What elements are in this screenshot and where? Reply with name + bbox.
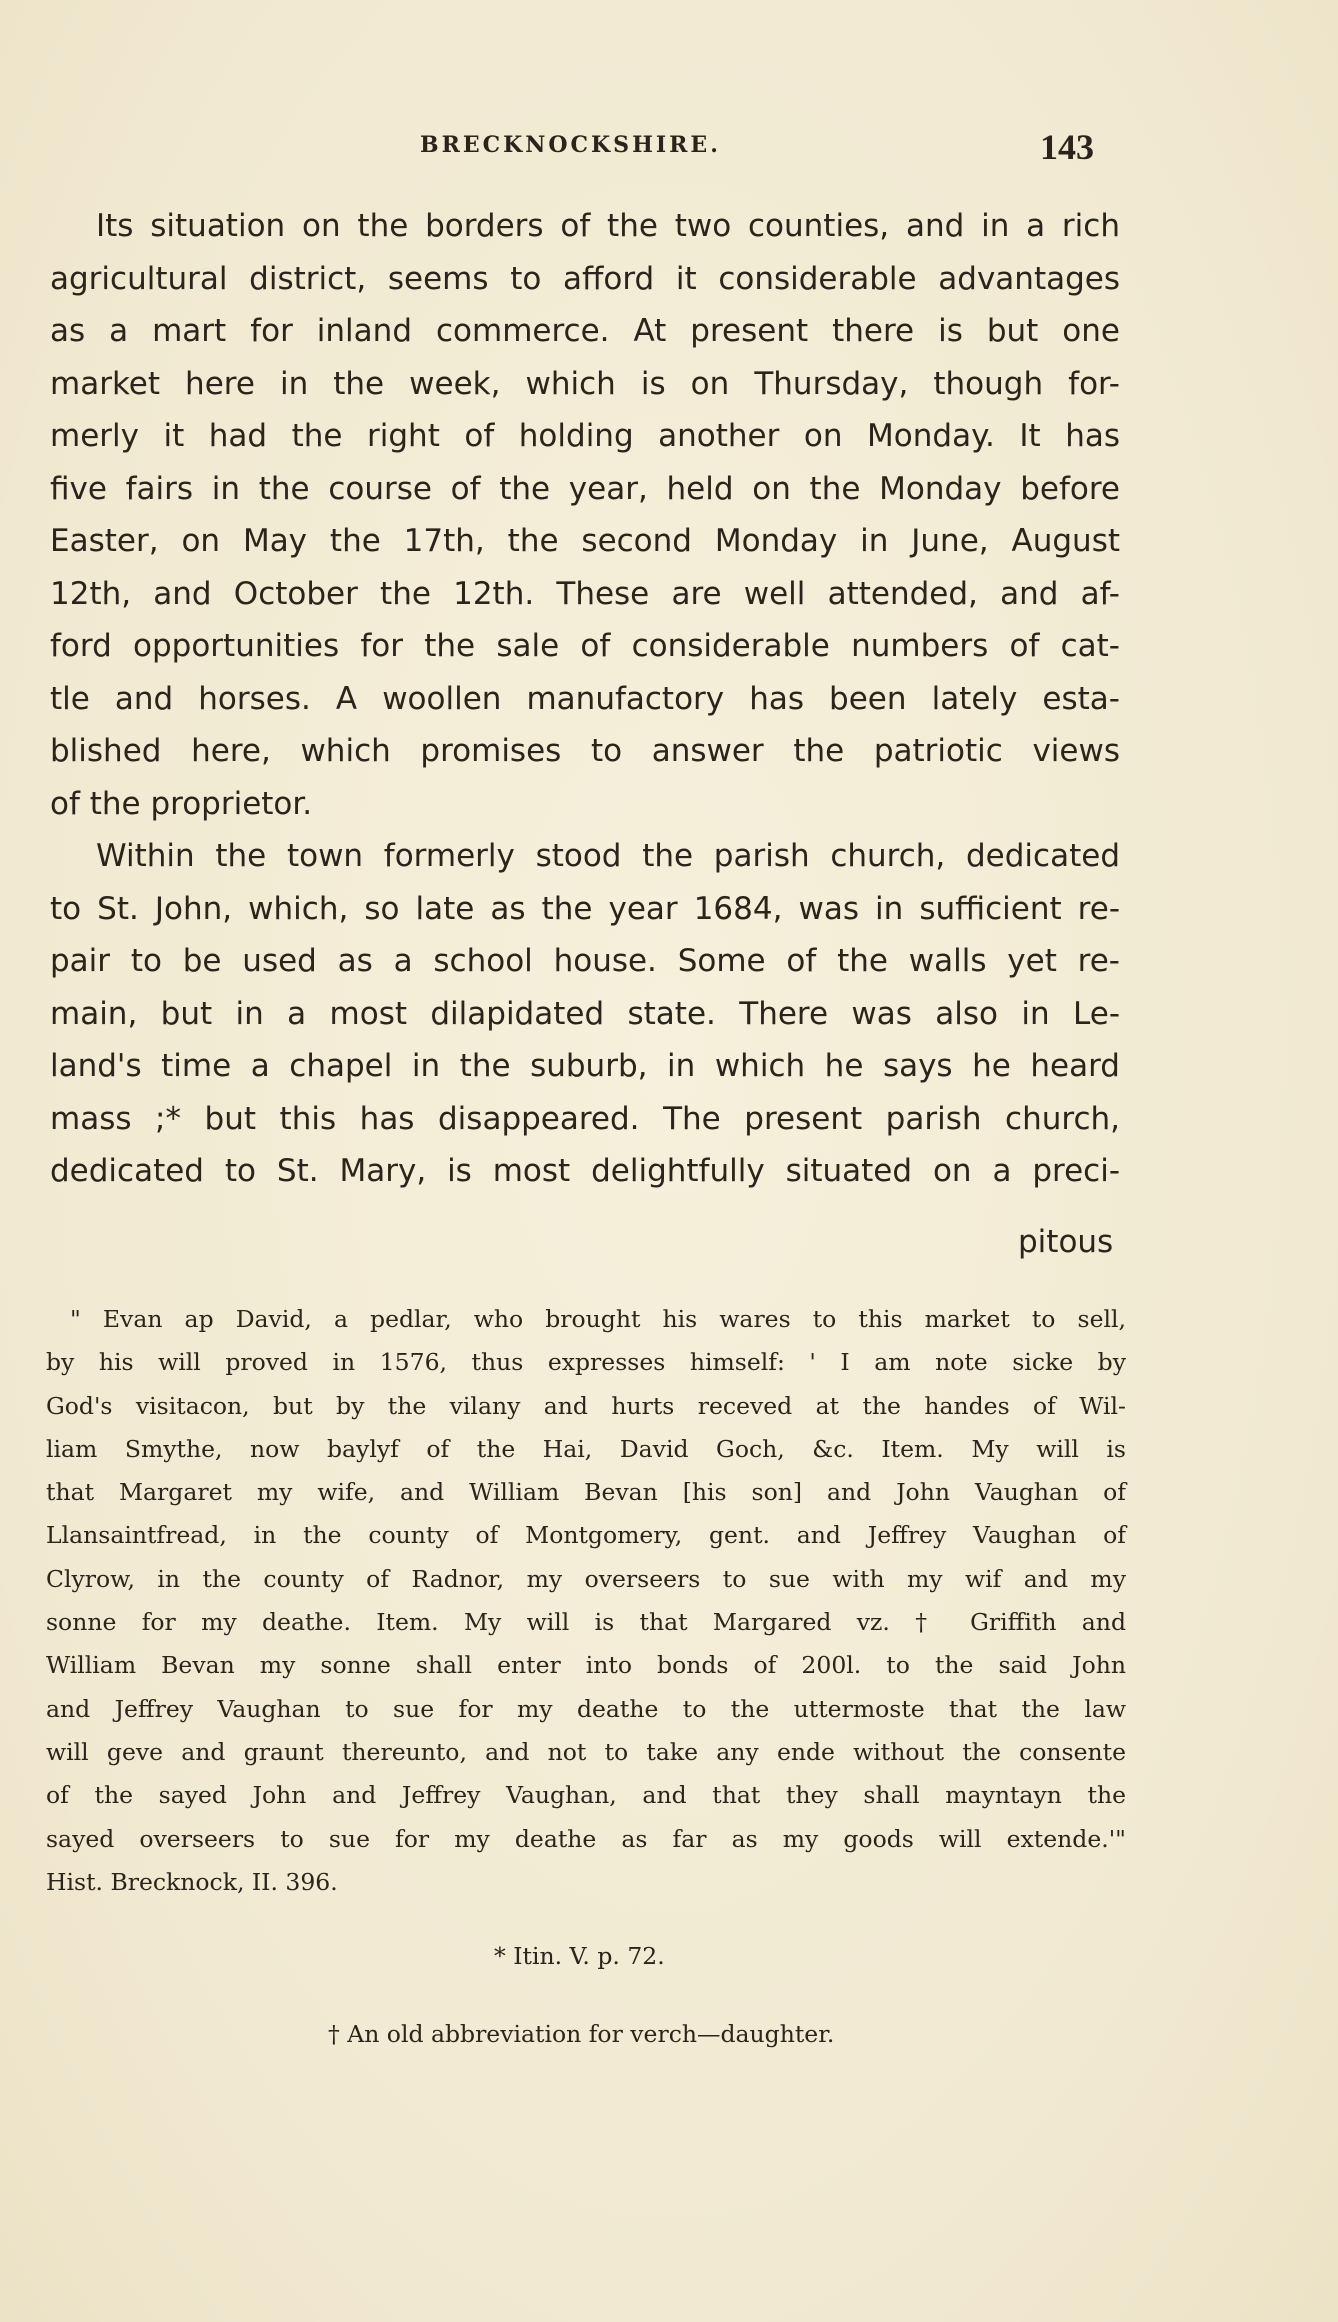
text-line: mass ;* but this has disappeared. The present parish church, [50,1100,1120,1137]
text-line: Easter, on May the 17th, the second Monday in June, August [50,523,1120,559]
footnote-itin: * Itin. V. p. 72. [494,1942,665,1970]
text-line: of the proprietor. [50,785,313,822]
footnote-line: God's visitacon, but by the vilany and hurts receved at the handes of Wil- [46,1391,1126,1420]
text-line: merly it had the right of holding another on Monday. It has [50,418,1120,454]
text-line: tle and horses. A woollen manufactory has been lately esta- [50,680,1120,717]
footnote-line: of the sayed John and Jeffrey Vaughan, and that they shall mayntayn the [46,1781,1126,1810]
footnote-line: liam Smythe, now baylyf of the Hai, David Goch, &c. Item. My will is [46,1434,1126,1463]
footnote-line: will geve and graunt thereunto, and not to take any ende without the consente [46,1737,1126,1766]
text-line: main, but in a most dilapidated state. There was also in Le- [50,995,1120,1032]
footnote-line: by his will proved in 1576, thus expresses himself: ' I am note sicke by [46,1348,1126,1377]
text-line: Its situation on the borders of the two counties, and in a rich [96,208,1120,244]
footnote-line: that Margaret my wife, and William Bevan [his son] and John Vaughan of [46,1478,1126,1507]
running-head: BRECKNOCKSHIRE. [420,132,721,158]
main-text [50,200,1120,1198]
text-line: agricultural district, seems to afford it considerable advantages [50,260,1120,297]
text-line: dedicated to St. Mary, is most delightfully situated on a preci- [50,1153,1120,1189]
footnote-line: Clyrow, in the county of Radnor, my overseers to sue with my wif and my [46,1564,1126,1593]
footnote-line: Llansaintfread, in the county of Montgomery, gent. and Jeffrey Vaughan of [46,1521,1126,1550]
catchword: pitous [1018,1224,1114,1260]
text-line: pair to be used as a school house. Some of the walls yet re- [50,943,1120,979]
text-line: blished here, which promises to answer the patriotic views [50,733,1120,769]
text-line: as a mart for inland commerce. At present there is but one [50,313,1120,349]
footnote-line: sayed overseers to sue for my deathe as far as my goods will extende.'" [46,1824,1126,1853]
footnote-block [46,1298,1126,1904]
text-line: to St. John, which, so late as the year 1684, was in sufficient re- [50,890,1120,927]
page-header [0,127,1338,180]
text-line: market here in the week, which is on Thursday, though for- [50,365,1120,402]
text-line: five fairs in the course of the year, held on the Monday before [50,470,1120,507]
footnote-line: William Bevan my sonne shall enter into bonds of 200l. to the said John [46,1651,1126,1680]
text-line: Within the town formerly stood the parish church, dedicated [96,838,1120,874]
footnote-line: " Evan ap David, a pedlar, who brought his wares to this market to sell, [70,1305,1126,1333]
text-line: land's time a chapel in the suburb, in which he says he heard [50,1048,1120,1084]
footnote-line: sonne for my deathe. Item. My will is that Margared vz. † Griffith and [46,1608,1126,1637]
footnote-dagger: † An old abbreviation for verch—daughter. [328,2020,835,2048]
text-line: ford opportunities for the sale of considerable numbers of cat- [50,628,1120,664]
footnote-line: and Jeffrey Vaughan to sue for my deathe to the uttermoste that the law [46,1694,1126,1723]
page-number: 143 [1040,127,1094,167]
text-line: 12th, and October the 12th. These are well attended, and af- [50,575,1120,612]
footnote-line: Hist. Brecknock, II. 396. [46,1867,338,1896]
